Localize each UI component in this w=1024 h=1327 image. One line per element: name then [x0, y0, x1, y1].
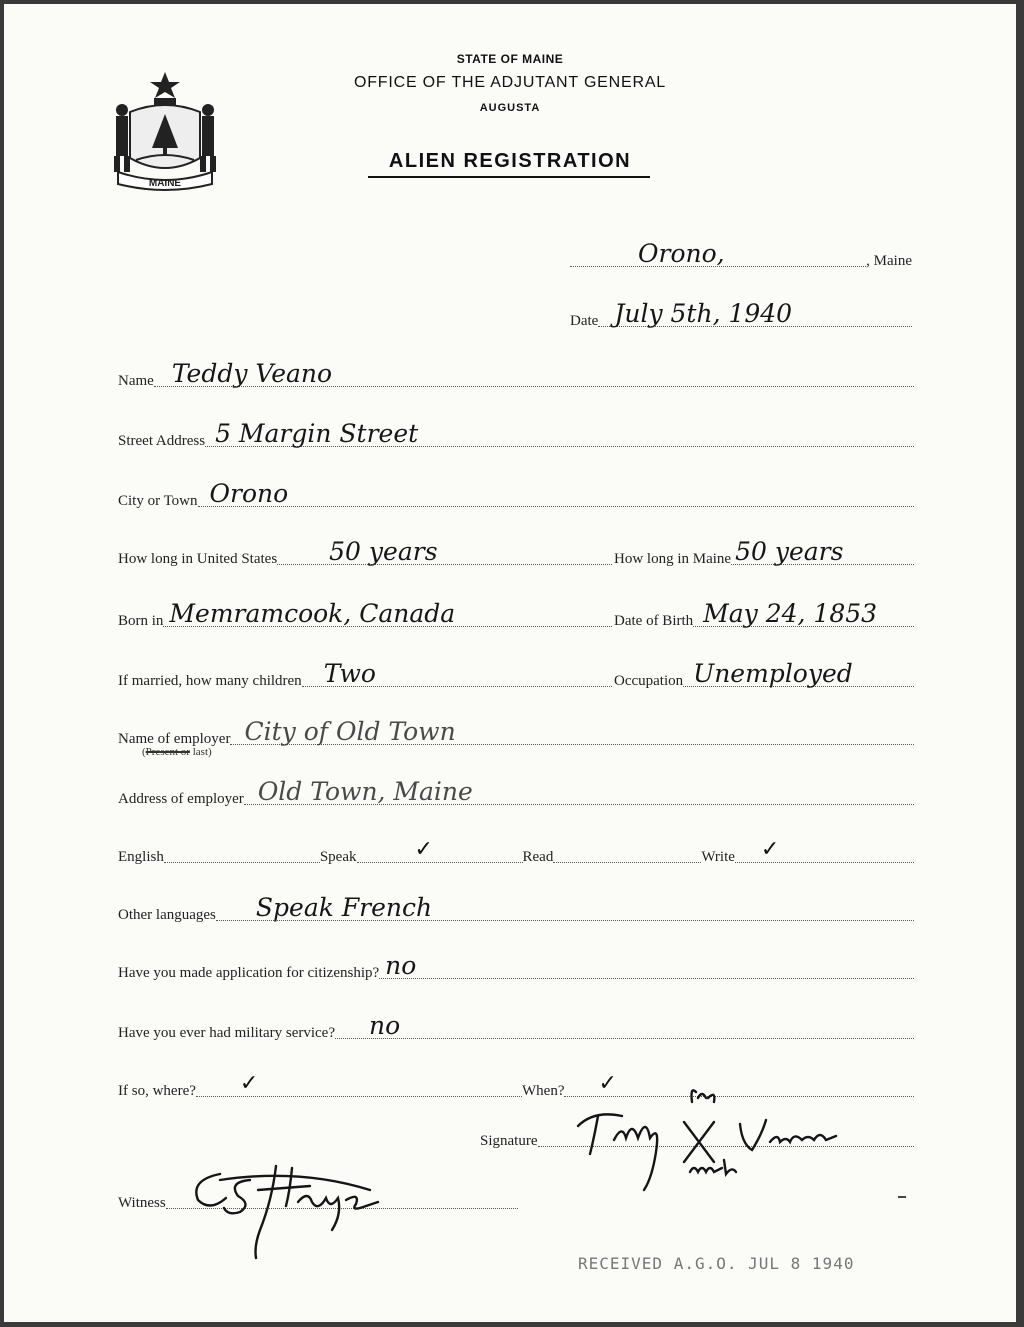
other-languages-value: Speak French: [255, 893, 433, 922]
write-checkmark: ✓: [760, 837, 780, 862]
military-row: [118, 1011, 914, 1042]
street-address-value: 5 Margin Street: [215, 419, 419, 448]
employer-address-field[interactable]: [244, 777, 914, 806]
other-languages-label: Other languages: [118, 907, 216, 923]
place-row: [570, 239, 912, 270]
english-row: [118, 837, 914, 866]
employer-sub-label: (Present or last): [142, 746, 212, 758]
header-office: OFFICE OF THE ADJUTANT GENERAL: [353, 74, 667, 91]
form-title: ALIEN REGISTRATION: [388, 150, 632, 172]
where-field[interactable]: [196, 1071, 522, 1097]
signature-label: Signature: [480, 1133, 538, 1149]
how-long-us-value: 50 years: [329, 537, 438, 566]
children-field[interactable]: [302, 659, 612, 688]
speak-label: Speak: [319, 849, 357, 865]
witness-label: Witness: [118, 1195, 166, 1211]
name-label: Name: [118, 373, 154, 389]
name-value: Teddy Veano: [171, 359, 333, 388]
date-row: [570, 299, 912, 330]
citizenship-label: Have you made application for citizenship?: [118, 965, 380, 981]
write-label: Write: [701, 849, 735, 865]
read-field[interactable]: [553, 844, 701, 863]
city-value: Orono: [209, 479, 289, 508]
alien-registration-form: [4, 4, 1016, 1322]
employer-sub-label-struck: Present or: [145, 746, 190, 758]
header-city: AUGUSTA: [479, 102, 541, 114]
how-long-maine-field[interactable]: [731, 537, 914, 566]
read-label: Read: [522, 849, 554, 865]
employer-field[interactable]: [230, 717, 914, 746]
born-in-row: [118, 599, 612, 630]
employer-address-row: [118, 777, 914, 808]
born-in-value: Memramcook, Canada: [169, 599, 456, 628]
city-field[interactable]: [198, 479, 914, 508]
seal-lettering: MAINE: [148, 178, 182, 189]
employer-address-value: Old Town, Maine: [257, 777, 473, 806]
how-long-maine-label: How long in Maine: [614, 551, 732, 567]
city-row: [118, 479, 914, 510]
how-long-us-row: [118, 537, 612, 568]
born-in-label: Born in: [118, 613, 164, 629]
military-field[interactable]: [335, 1011, 914, 1040]
citizenship-value: no: [385, 951, 417, 980]
occupation-field[interactable]: [683, 659, 914, 688]
write-field[interactable]: [735, 837, 914, 863]
military-value: no: [369, 1011, 401, 1040]
header-state: STATE OF MAINE: [456, 52, 564, 66]
citizenship-field[interactable]: [379, 951, 914, 980]
speak-field[interactable]: [357, 837, 523, 863]
street-address-row: [118, 419, 914, 450]
when-label: When?: [522, 1083, 565, 1099]
stray-mark: [898, 1196, 906, 1198]
how-long-maine-value: 50 years: [735, 537, 844, 566]
where-row: [118, 1071, 522, 1100]
date-field[interactable]: [598, 299, 912, 328]
signature-handwritten: [564, 1080, 864, 1200]
occupation-value: Unemployed: [693, 659, 853, 688]
date-label: Date: [570, 313, 599, 329]
street-address-field[interactable]: [205, 419, 914, 448]
english-dots: [164, 844, 320, 863]
employer-address-label: Address of employer: [118, 791, 244, 807]
where-checkmark: ✓: [239, 1071, 259, 1096]
date-of-birth-row: [614, 599, 914, 630]
military-label: Have you ever had military service?: [118, 1025, 335, 1041]
received-stamp: RECEIVED A.G.O. JUL 8 1940: [578, 1254, 855, 1273]
occupation-label: Occupation: [614, 673, 684, 689]
name-row: [118, 359, 914, 390]
occupation-row: [614, 659, 914, 690]
place-suffix: , Maine: [866, 253, 912, 269]
children-row: [118, 659, 612, 690]
title-underline: [368, 176, 650, 178]
name-field[interactable]: [154, 359, 914, 388]
place-field[interactable]: [570, 239, 866, 268]
street-address-label: Street Address: [118, 433, 206, 449]
where-label: If so, where?: [118, 1083, 196, 1099]
born-in-field[interactable]: [163, 599, 612, 628]
date-of-birth-label: Date of Birth: [614, 613, 694, 629]
citizenship-row: [118, 951, 914, 982]
witness-signature-handwritten: [180, 1150, 390, 1270]
how-long-maine-row: [614, 537, 914, 568]
date-value: July 5th, 1940: [614, 299, 793, 328]
children-value: Two: [323, 659, 376, 688]
other-languages-row: [118, 893, 914, 924]
how-long-us-field[interactable]: [277, 537, 612, 566]
date-of-birth-value: May 24, 1853: [703, 599, 878, 628]
employer-row: [118, 717, 914, 748]
when-checkmark: ✓: [598, 1071, 617, 1096]
children-label: If married, how many children: [118, 673, 302, 689]
employer-label: Name of employer: [118, 731, 231, 747]
other-languages-field[interactable]: [216, 893, 914, 922]
english-label: English: [118, 849, 164, 865]
city-label: City or Town: [118, 493, 198, 509]
speak-checkmark: ✓: [414, 837, 433, 862]
employer-value: City of Old Town: [244, 717, 456, 746]
date-of-birth-field[interactable]: [693, 599, 914, 628]
how-long-us-label: How long in United States: [118, 551, 278, 567]
place-value: Orono,: [638, 239, 725, 268]
